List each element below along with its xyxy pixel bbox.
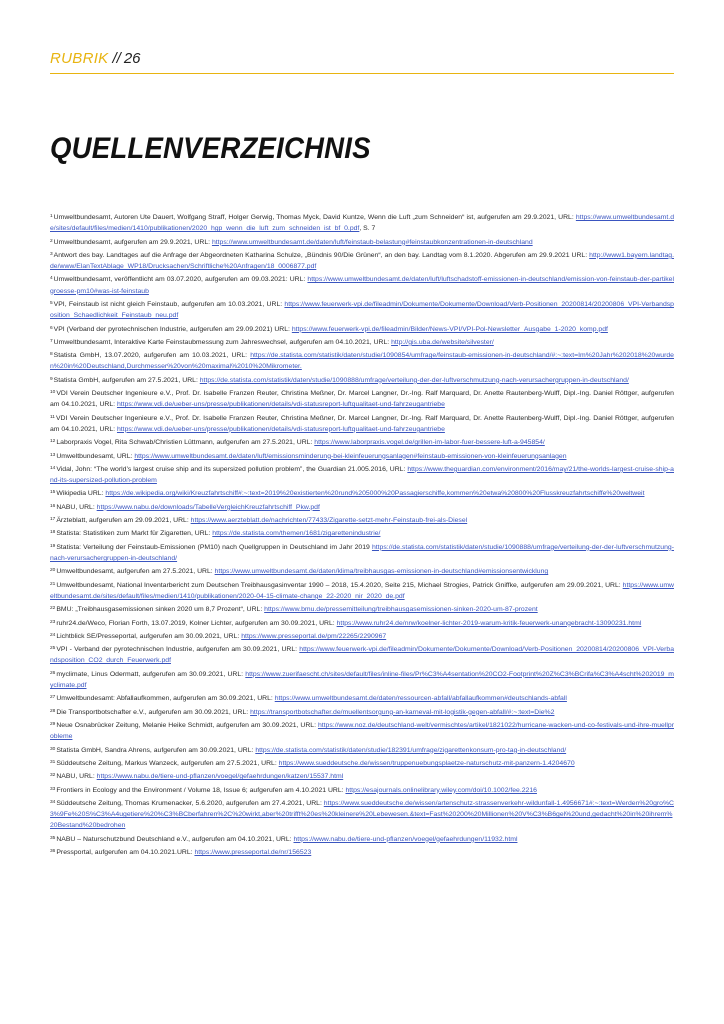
- reference-text: Neue Osnabrücker Zeitung, Melanie Heike Schmidt, aufgerufen am 30.09.2021, URL:: [56, 722, 318, 730]
- reference-number: 5: [50, 300, 53, 306]
- reference-link[interactable]: https://www.sueddeutsche.de/wissen/truppenuebungsplaetze-naturschutz-mit-panzern-1.4204670: [278, 759, 575, 767]
- reference-item: [50, 798, 674, 832]
- reference-number: 23: [50, 619, 56, 625]
- reference-number: 35: [50, 835, 56, 841]
- reference-link[interactable]: https://www.umweltbundesamt.de/sites/default/files/medien/1410/publikationen/2020-04-15-climate-change_22-2020_nir_2020_de.pdf: [50, 581, 674, 600]
- reference-text: Antwort des bay. Landtages auf die Anfrage der Abgeordneten Katharina Schulze, „Bündnis 90/Die Grünen“, an den bay. Landtag vom 8.1.2020. Abgerufen am 29.9.2021 URL:: [53, 251, 590, 259]
- reference-item: [50, 631, 674, 642]
- reference-link[interactable]: https://www.umweltbundesamt.de/daten/luft/luftschadstoff-emissionen-in-deutschland/emission-von-feinstaub-der-partikelgroesse-pm10#was-ist-feinstaub: [50, 276, 674, 295]
- reference-link[interactable]: https://www.vdi.de/ueber-uns/presse/publikationen/details/vdi-statusreport-luftqualitaet-und-fahrzeugantriebe: [116, 401, 445, 409]
- reference-link[interactable]: https://www.feuerwerk-vpi.de/fileadmin/Dokumente/Dokumente/Download/Verb-Positionen_20200814/20200806_VPI-Verbandsposition_Schaedlichkeit_Feinstaub_neu.pdf: [50, 300, 674, 320]
- page-number: 26: [123, 50, 141, 67]
- reference-item: [50, 707, 674, 718]
- reference-item: [50, 669, 674, 691]
- reference-item: [50, 745, 674, 756]
- reference-item: [50, 274, 674, 296]
- reference-number: 28: [50, 708, 56, 714]
- header-separator: //: [112, 50, 121, 67]
- reference-text: Umweltbundesamt, National Inventarbericht zum Deutschen Treibhausgasinventar 1990 – 2018, 15.4.2020, Seite 215, Michael Strogies, Patrick Gniffke, aufgerufen am 29.09.2021, URL:: [56, 581, 623, 589]
- reference-link[interactable]: https://www.umweltbundesamt.de/daten/luft/emissionsminderung-bei-kleinfeuerungsanlagen#feinstaub-emissionen-von-kleinfeuerungsanlagen: [134, 452, 567, 460]
- reference-item: [50, 324, 674, 335]
- reference-number: 29: [50, 722, 56, 728]
- reference-link[interactable]: https://de.statista.com/statistik/daten/studie/182391/umfrage/zigarettenkonsum-pro-tag-in-deutschland/: [255, 746, 567, 754]
- reference-text: VPI (Verband der pyrotechnischen Industrie, aufgerufen am 29.09.2021) URL:: [53, 325, 292, 333]
- reference-number: 6: [50, 325, 53, 331]
- page-header: [50, 50, 674, 68]
- reference-item: [50, 644, 674, 666]
- reference-text: Umweltbundesamt, Interaktive Karte Feinstaubmessung zum Jahreswechsel, aufgerufen am 04.10.2021, URL:: [53, 338, 392, 346]
- reference-number: 22: [50, 606, 56, 612]
- reference-text: Wikipedia URL:: [56, 490, 106, 498]
- reference-link[interactable]: https://www.vdi.de/ueber-uns/presse/publikationen/details/vdi-statusreport-luftqualitaet-und-fahrzeugantriebe: [116, 425, 445, 433]
- reference-text: VDI Verein Deutscher Ingenieure e.V., Prof. Dr. Isabelle Franzen Reuter, Christina Meßner, Dr. Marcel Langner, Dr.-Ing. Ralf Marquard, Dr. Anette Rautenberg-Wulff, Dipl.-Ing. Daniel Röttger, aufgerufen am 04.10.2021, URL:: [50, 414, 674, 433]
- reference-link[interactable]: http://www1.bayern.landtag.de/www/ElanTextAblage_WP18/Drucksachen/Schriftliche%20Anfragen/18_0006877.pdf: [50, 251, 674, 271]
- reference-text: Laborpraxis Vogel, Rita Schwab/Christien Lüttmann, aufgerufen am 27.5.2021, URL:: [56, 439, 315, 447]
- reference-text: Statista GmbH, aufgerufen am 27.5.2021, URL:: [53, 376, 200, 384]
- reference-link[interactable]: http://gis.uba.de/website/silvester/: [391, 338, 494, 346]
- reference-number: 16: [50, 503, 56, 509]
- reference-text: Lichtblick SE/Presseportal, aufgerufen am 30.09.2021, URL:: [56, 632, 242, 640]
- reference-link[interactable]: https://de.wikipedia.org/wiki/Kreuzfahrtschiff#:~:text=2019%20existierten%20rund%205000%20Passagierschiffe,kommen%20etwa%20800%20Flusskreuzfahrtschiffe%20weltweit: [105, 490, 645, 498]
- section-label: RUBRIK: [50, 50, 109, 67]
- reference-item: [50, 337, 674, 348]
- reference-number: 19: [50, 543, 56, 549]
- reference-number: 30: [50, 746, 56, 752]
- reference-number: 9: [50, 376, 53, 382]
- reference-text: Süddeutsche Zeitung, Markus Wanzeck, aufgerufen am 27.5.2021, URL:: [56, 759, 279, 767]
- reference-text: Statista GmbH, 13.07.2020, aufgerufen am 10.03.2021, URL:: [53, 352, 251, 360]
- reference-item: [50, 580, 674, 602]
- reference-number: 20: [50, 568, 56, 574]
- reference-text: Statista: Verteilung der Feinstaub-Emissionen (PM10) nach Quellgruppen in Deutschland im Jahr 2019: [56, 543, 372, 551]
- reference-link[interactable]: https://www.theguardian.com/environment/2016/may/21/the-worlds-largest-cruise-ship-and-its-supersized-pollution-problem: [50, 465, 674, 485]
- reference-link[interactable]: https://www.presseportal.de/nr/156523: [194, 849, 312, 857]
- reference-item: [50, 299, 674, 321]
- reference-tail: , S. 7: [359, 225, 376, 233]
- reference-text: Die Transportbotschafter e.V., aufgerufen am 30.09.2021, URL:: [56, 708, 251, 716]
- reference-item: [50, 464, 674, 486]
- reference-number: 26: [50, 670, 56, 676]
- reference-number: 17: [50, 517, 56, 523]
- reference-link[interactable]: https://www.feuerwerk-vpi.de/fileadmin/Dokumente/Dokumente/Download/Verb-Positionen_20200814/20200806_VPI-Verbandsposition_CO2_durch_Feuerwerk.pdf: [50, 646, 674, 665]
- reference-item: [50, 413, 674, 435]
- reference-text: Statista: Statistiken zum Markt für Zigaretten, URL:: [56, 530, 213, 538]
- reference-item: [50, 758, 674, 769]
- reference-number: 3: [50, 251, 53, 257]
- reference-number: 11: [50, 414, 55, 420]
- reference-link[interactable]: https://www.zuerifaescht.ch/sites/default/files/inline-files/Pr%C3%A4sentation%20CO2-Footprint%20Z%C3%BCrifa%C3%A4scht%202019_myclimate.pdf: [50, 670, 674, 690]
- reference-link[interactable]: https://www.umweltbundesamt.de/daten/luft/feinstaub-belastung#feinstaubkonzentrationen-in-deutschland: [211, 238, 533, 246]
- reference-text: Frontiers in Ecology and the Environment / Volume 18, Issue 6; aufgerufen am 4.10.2021 URL:: [56, 786, 346, 794]
- reference-item: [50, 212, 674, 234]
- reference-link[interactable]: https://www.feuerwerk-vpi.de/fileadmin/Bilder/News-VPI/VPI-Pol-Newsletter_Ausgabe_1-2020_komp.pdf: [291, 325, 608, 333]
- reference-item: [50, 771, 674, 782]
- reference-number: 36: [50, 849, 56, 855]
- reference-link[interactable]: https://www.umweltbundesamt.de/sites/default/files/medien/1410/publikationen/2020_hgp_wenn_die_luft_zum_schneiden_ist_bf_0.pdf: [50, 214, 674, 233]
- reference-text: Umweltbundesamt, veröffentlicht am 03.07.2020, aufgerufen am 09.03.2021: URL:: [53, 276, 308, 284]
- reference-item: [50, 693, 674, 704]
- reference-link[interactable]: https://de.statista.com/themen/1681/zigarettenindustrie/: [212, 530, 381, 538]
- reference-item: [50, 618, 674, 629]
- reference-link[interactable]: https://www.laborpraxis.vogel.de/grillen-im-labor-fuer-bessere-luft-a-945854/: [314, 439, 545, 447]
- reference-number: 33: [50, 786, 56, 792]
- reference-text: VPI - Verband der pyrotechnischen Industrie, aufgerufen am 30.09.2021, URL:: [56, 646, 300, 654]
- reference-link[interactable]: https://www.bmu.de/pressemitteilung/treibhausgasemissionen-sinken-2020-um-87-prozent: [264, 606, 538, 614]
- reference-link[interactable]: https://www.umweltbundesamt.de/daten/ressourcen-abfall/abfallaufkommen#deutschlands-abfall: [274, 695, 567, 703]
- reference-item: [50, 515, 674, 526]
- reference-link[interactable]: https://www.ruhr24.de/nrw/koelner-lichter-2019-warum-kritik-feuerwerk-unangebracht-13090231.html: [336, 619, 642, 627]
- reference-item: [50, 451, 674, 462]
- reference-text: VPI, Feinstaub ist nicht gleich Feinstaub, aufgerufen am 10.03.2021, URL:: [53, 300, 285, 308]
- reference-link[interactable]: https://www.aerzteblatt.de/nachrichten/77433/Zigarette-setzt-mehr-Feinstaub-frei-als-Diesel: [190, 517, 468, 525]
- reference-text: Umweltbundesamt, aufgerufen am 27.5.2021, URL:: [56, 568, 215, 576]
- reference-item: [50, 488, 674, 499]
- reference-link[interactable]: https://transportbotschafter.de/muellentsorgung-an-karneval-mit-logistik-gegen-abfall/#:~:text=Die%2: [250, 708, 555, 716]
- reference-item: [50, 528, 674, 539]
- reference-item: [50, 720, 674, 742]
- reference-text: Süddeutsche Zeitung, Thomas Krumenacker, 5.6.2020, aufgerufen am 27.4.2021, URL:: [56, 799, 324, 807]
- reference-number: 8: [50, 352, 53, 358]
- reference-text: NABU, URL:: [56, 773, 97, 781]
- reference-number: 15: [50, 490, 56, 496]
- reference-text: Statista GmbH, Sandra Ahrens, aufgerufen am 30.09.2021, URL:: [56, 746, 256, 754]
- reference-item: [50, 237, 674, 248]
- reference-number: 24: [50, 632, 56, 638]
- reference-text: Umweltbundesamt: Abfallaufkommen, aufgerufen am 30.09.2021, URL:: [56, 695, 275, 703]
- reference-text: Umweltbundesamt, URL:: [56, 452, 135, 460]
- reference-text: Vidal, John: “The world’s largest cruise ship and its supersized pollution problem”, the Guardian 21.005.2016, URL:: [56, 465, 408, 473]
- reference-link[interactable]: https://www.nabu.de/tiere-und-pflanzen/voegel/gefaehrdungen/katzen/15537.html: [96, 773, 344, 781]
- reference-number: 14: [50, 465, 56, 471]
- reference-number: 10: [50, 390, 56, 396]
- references-list: [50, 212, 674, 860]
- header-rule: [50, 73, 674, 74]
- reference-item: [50, 604, 674, 615]
- reference-link[interactable]: https://www.presseportal.de/pm/22265/2290967: [241, 632, 387, 640]
- reference-item: [50, 566, 674, 577]
- reference-number: 18: [50, 530, 56, 536]
- reference-item: [50, 847, 674, 858]
- reference-item: [50, 350, 674, 372]
- reference-text: Umweltbundesamt, aufgerufen am 29.9.2021, URL:: [53, 238, 212, 246]
- reference-number: 7: [50, 338, 53, 344]
- reference-link[interactable]: https://de.statista.com/statistik/daten/studie/1090854/umfrage/feinstaub-emissionen-in-deutschland/#:~:text=Im%20Jahr%202018%20wurden%20in%20Deutschland,Durchmesser%20von%20maximal%2010%20Mikrometer.: [50, 352, 674, 371]
- page-title: QUELLENVERZEICHNIS: [50, 132, 371, 165]
- reference-link[interactable]: https://www.nabu.de/downloads/TabelleVergleichKreuzfahrtschiff_Pkw.pdf: [96, 503, 320, 511]
- reference-item: [50, 375, 674, 386]
- reference-text: BMU: „Treibhausgasemissionen sinken 2020 um 8,7 Prozent“, URL:: [56, 606, 265, 614]
- reference-number: 13: [50, 452, 56, 458]
- reference-link[interactable]: https://de.statista.com/statistik/daten/studie/1090888/umfrage/verteilung-der-der-luftverschmutzung-nach-verursachergruppen-in-deutschland/: [50, 543, 674, 563]
- reference-number: 32: [50, 773, 56, 779]
- reference-item: [50, 388, 674, 410]
- reference-link[interactable]: https://www.sueddeutsche.de/wissen/artenschutz-strassenverkehr-wildunfall-1.4956671#:~:text=Werden%20gro%C3%9Fe%20S%C3%A4ugetiere%20%C3%BCberfahren%2C%20wirkt,aber%20trifft%20es%20kleinere%20Lebewesen.&text=Fast%20200%20Millionen%20V%C3%B6gel%20und,gedacht%20in%20ihrem%20Bestand%20bedrohen: [50, 799, 674, 830]
- reference-number: 4: [50, 276, 53, 282]
- reference-link[interactable]: https://www.umweltbundesamt.de/daten/klima/treibhausgas-emissionen-in-deutschland#emissionsentwicklung: [214, 568, 549, 576]
- reference-item: [50, 437, 674, 448]
- reference-text: Ärzteblatt, aufgerufen am 29.09.2021, URL:: [56, 517, 191, 525]
- reference-link[interactable]: https://de.statista.com/statistik/daten/studie/1090888/umfrage/verteilung-der-der-luftverschmutzung-nach-verursachergruppen-in-deutschland/: [199, 376, 629, 384]
- reference-item: [50, 834, 674, 845]
- reference-number: 2: [50, 238, 53, 244]
- reference-item: [50, 502, 674, 513]
- reference-item: [50, 250, 674, 272]
- reference-text: Umweltbundesamt, Autoren Ute Dauert, Wolfgang Straff, Holger Gerwig, Thomas Myck, David Kuntze, Wenn die Luft „zum Schneiden“ ist, aufgerufen am 29.9.2021, URL:: [53, 214, 576, 221]
- reference-number: 31: [50, 759, 56, 765]
- reference-link[interactable]: https://www.noz.de/deutschland-welt/vermischtes/artikel/1821022/hurricane-wacken-und-co-festivals-und-ihre-muellprobleme: [50, 722, 674, 741]
- reference-text: NABU, URL:: [56, 503, 97, 511]
- reference-number: 21: [50, 581, 56, 587]
- reference-link[interactable]: https://esajournals.onlinelibrary.wiley.com/doi/10.1002/fee.2216: [345, 786, 537, 794]
- reference-item: [50, 542, 674, 564]
- reference-link[interactable]: https://www.nabu.de/tiere-und-pflanzen/voegel/gefaehrdungen/11932.html: [293, 835, 518, 843]
- reference-text: VDI Verein Deutscher Ingenieure e.V., Prof. Dr. Isabelle Franzen Reuter, Christina Meßner, Dr. Marcel Langner, Dr.-Ing. Ralf Marquard, Dr. Anette Rautenberg-Wulff, Dipl.-Ing. Daniel Röttger, aufgerufen am 04.10.2021, URL:: [50, 390, 674, 409]
- reference-number: 34: [50, 799, 56, 805]
- reference-number: 1: [50, 214, 53, 219]
- reference-item: [50, 785, 674, 796]
- reference-number: 25: [50, 646, 56, 652]
- reference-number: 12: [50, 439, 56, 445]
- reference-text: ruhr24.de/Weco, Florian Forth, 13.07.2019, Kolner Lichter, aufgerufen am 30.09.2021, URL:: [56, 619, 337, 627]
- reference-text: Pressportal, aufgerufen am 04.10.2021.URL:: [56, 849, 195, 857]
- reference-number: 27: [50, 695, 56, 701]
- reference-text: myclimate, Linus Odermatt, aufgerufen am 30.09.2021, URL:: [56, 670, 246, 678]
- reference-text: NABU – Naturschutzbund Deutschland e.V., aufgerufen am 04.10.2021, URL:: [56, 835, 294, 843]
